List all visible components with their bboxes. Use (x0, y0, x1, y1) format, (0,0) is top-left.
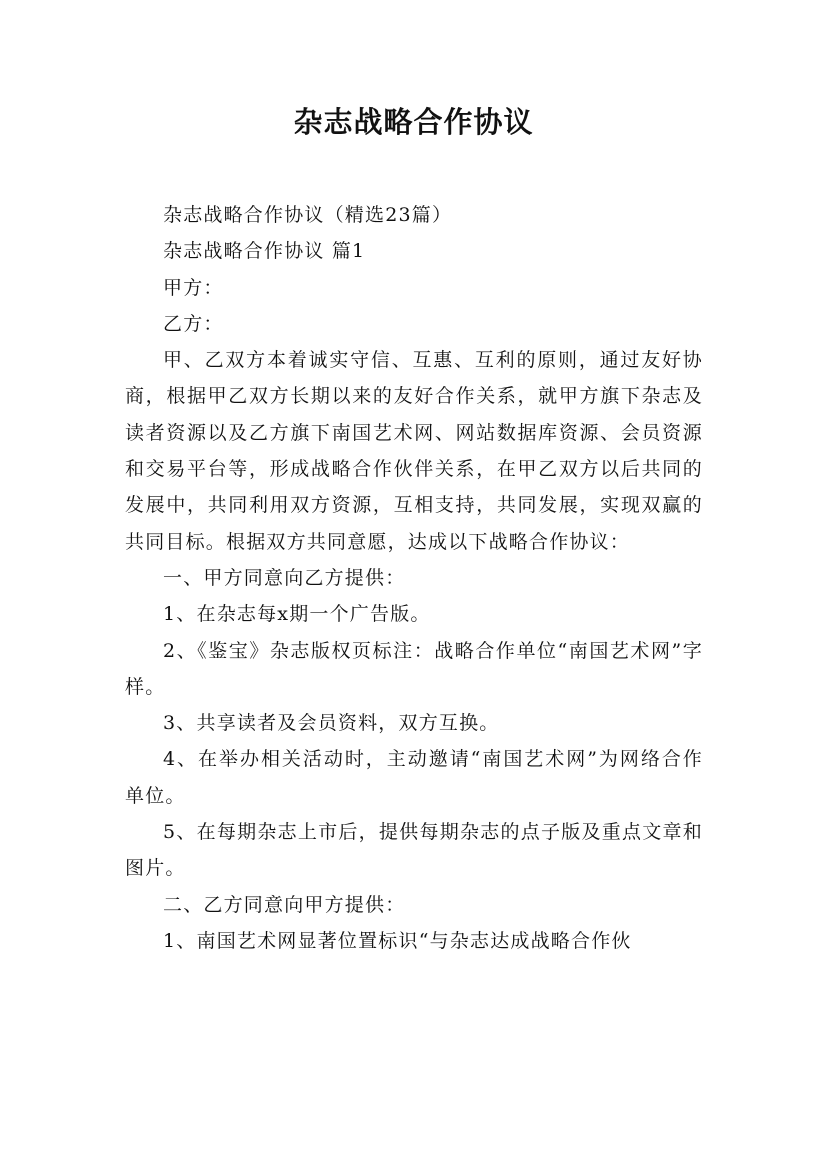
paragraph-item-2-1: 1、南国艺术网显著位置标识“与杂志达成战略合作伙 (163, 929, 632, 952)
paragraph-preamble: 甲、乙双方本着诚实守信、互惠、互利的原则，通过友好协商，根据甲乙双方长期以来的友好合作关系，就甲方旗下杂志及读者资源以及乙方旗下南国艺术网、网站数据库资源、会员资源和交易平台等，形成战略合作伙伴关系，在甲乙双方以后共同的发展中，共同利用双方资源，互相支持，共同发展，实现双赢的共同目标。根据双方共同意愿，达成以下战略合作协议： (125, 349, 703, 553)
paragraph-party-a: 甲方： (163, 276, 224, 299)
paragraph-subtitle: 杂志战略合作协议（精选23篇） (163, 204, 453, 226)
document-title: 杂志战略合作协议 (293, 105, 534, 139)
paragraph-chapter-heading: 杂志战略合作协议 篇1 (163, 240, 366, 263)
paragraph-item-1-4: 4、在举办相关活动时，主动邀请“南国艺术网”为网络合作单位。 (125, 748, 703, 807)
paragraph-item-1-3: 3、共享读者及会员资料，双方互换。 (163, 712, 500, 735)
paragraph-item-1-2: 2、《鉴宝》杂志版权页标注：战略合作单位“南国艺术网”字样。 (125, 639, 703, 698)
paragraph-party-b: 乙方： (163, 312, 224, 335)
paragraph-section-one: 一、甲方同意向乙方提供： (163, 566, 406, 589)
paragraph-section-two: 二、乙方同意向甲方提供： (163, 893, 406, 916)
paragraph-item-1-1: 1、在杂志每x期一个广告版。 (163, 603, 431, 626)
document-body (125, 197, 703, 959)
paragraph-item-1-5: 5、在每期杂志上市后，提供每期杂志的点子版及重点文章和图片。 (125, 821, 703, 880)
